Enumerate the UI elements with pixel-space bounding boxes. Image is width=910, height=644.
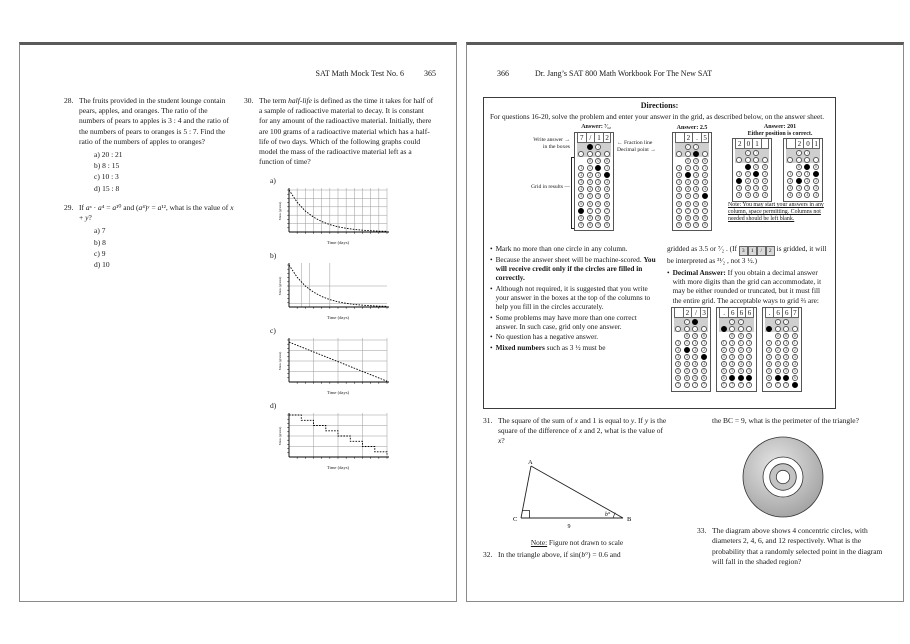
svg-text:9: 9 <box>567 523 571 530</box>
left-page-header <box>20 69 436 78</box>
graph-option-label: c) <box>270 326 276 336</box>
answer-grid-667: . 6 6 7 / / . . . 0 0 0 1 1 1 1 2 2 2 2 3 3 3 3 4 4 4 4 5 5 5 5 6 6 7 7 7 <box>762 307 802 392</box>
directions-bullets-left: • Mark no more than one circle in any column. • Because the answer sheet will be machine-scored. You will receive credit only if the circles are filled in correctly. • Although not required, it is suggested that you write your answer in the boxes at the top of the columns to help you fill in the circles accurately. • Some problems may have more than one correct answer. In such case, grid only one answer. • No question has a negative answer. • Mixed numbers such as 3 ½ must be <box>490 244 656 352</box>
question-30 <box>244 96 434 167</box>
question-number: 33. <box>697 526 707 536</box>
graph-option-b <box>244 251 434 321</box>
question-number: 28. <box>64 96 74 105</box>
book-section-title: SAT Math Mock Test No. 6 <box>315 69 404 78</box>
directions-box <box>483 97 836 409</box>
inline-grid-example: 3 1 / 2 <box>739 244 775 253</box>
question-29 <box>64 203 234 270</box>
question-32-continuation: the BC = 9, what is the perimeter of the triangle? <box>712 416 859 425</box>
answer-choice: c) 10 : 3 <box>94 172 119 182</box>
svg-text:Mass (grams): Mass (grams) <box>278 427 282 446</box>
example3-heading: Answer: 201 Either position is correct. <box>747 124 813 138</box>
svg-text:Mass (grams): Mass (grams) <box>278 352 282 371</box>
left-page <box>19 42 457 602</box>
graph-option-a <box>244 176 434 246</box>
answer-grid-2-3: 2 / 3 / . . . . 0 0 0 1 1 1 1 2 2 2 3 3 3 4 4 4 4 5 5 5 5 6 6 6 6 7 7 7 7 <box>671 307 711 392</box>
question-text: The diagram above shows 4 concentric circles, with diameters 2, 4, 6, and 12 respectively. What is the probability that a randomly selected point in the diagram will fall in the shaded region? <box>712 526 883 566</box>
graph-option-label: d) <box>270 401 277 411</box>
answer-choice: d) 15 : 8 <box>94 183 120 193</box>
mixed-number-continuation: gridded as 3.5 or ⁷⁄₂ . (If 3 1 / 2 is gridded, it will be interpreted as ³¹⁄₂ , not 3 ½.) <box>667 244 827 266</box>
answer-choice: c) 9 <box>94 248 106 258</box>
answer-grid-2-5: 2 . 5 / / . . . 0 0 0 1 1 1 1 2 2 2 3 3 3 3 4 4 4 4 5 5 5 6 6 6 6 7 7 7 7 8 8 8 8 9 9 9 9 <box>672 132 712 231</box>
answer-grid-201-right: 2 0 1 / / . . . . 0 0 1 1 1 2 2 2 3 3 3 3 4 4 4 4 <box>783 138 823 202</box>
question-28 <box>64 96 234 194</box>
decay-graph-d <box>274 411 394 471</box>
fraction-decimal-annotation <box>617 140 669 153</box>
svg-text:Mass (grams): Mass (grams) <box>278 277 282 296</box>
right-page <box>466 42 904 602</box>
grid-examples <box>490 124 829 240</box>
question-text: In the triangle above, if sin(b°) = 0.6 and <box>498 549 621 559</box>
answer-choice: b) 8 <box>94 237 106 247</box>
question-32-left <box>483 550 671 560</box>
question-number: 29. <box>64 202 74 212</box>
svg-text:A: A <box>528 458 533 466</box>
answer-choice: a) 20 : 21 <box>94 149 123 159</box>
decimal-point-label: Decimal point → <box>617 146 656 153</box>
question-text: The fruits provided in the student lounge contain pears, apples, and oranges. The ratio of the numbers of pears to apples is 3 : 4 and the ratio of the numbers of pears to oranges is 5 : 7. Find the ratio of the numbers of apples to oranges? <box>79 96 229 146</box>
decay-graph-b <box>274 261 394 321</box>
question-31 <box>483 416 671 447</box>
right-page-header <box>497 69 712 78</box>
question-33 <box>697 526 893 567</box>
graph-option-d <box>244 401 434 471</box>
answer-choices <box>94 225 234 270</box>
svg-text:Time (days): Time (days) <box>326 465 350 471</box>
question-text: If aˣ · a⁴ = a¹⁰ and (a⁴)ʸ = a¹², what is the value of x + y? <box>79 202 234 223</box>
triangle-figure <box>501 456 641 536</box>
right-page-number: 366 <box>497 69 509 78</box>
question-text: The term half-life is defined as the time it takes for half of a sample of radioactive material to decay. It is constant for any amount of the radioactive material. Initially, there are 100 grams of a radioactive material which has a half-life of two days. Which of the following graphs could model the mass of the radioactive material left as a function of time? <box>259 96 434 167</box>
question-text: The square of the sum of x and 1 is equal to y. If y is the square of the difference of x and 2, what is the value of x? <box>498 416 667 446</box>
write-answer-annotation: Write answer → in the boxes <box>533 137 570 150</box>
svg-text:Time (days): Time (days) <box>326 315 350 321</box>
figure-note: Note: Figure not drawn to scale <box>530 537 624 547</box>
answer-grid-7-12: 7 / 1 2 / . . . . 0 0 0 1 1 1 2 2 2 3 3 3 3 4 4 4 4 5 5 5 5 6 6 6 6 7 7 7 8 8 8 8 9 9 9 9 <box>574 132 614 231</box>
svg-text:C: C <box>513 515 518 523</box>
left-page-number: 365 <box>424 69 436 78</box>
svg-text:b°: b° <box>605 511 611 518</box>
svg-text:Time (days): Time (days) <box>326 240 350 246</box>
svg-text:Time (days): Time (days) <box>326 390 350 396</box>
acceptable-grids <box>671 307 829 392</box>
example2-heading: Answer: 2.5 <box>676 125 708 132</box>
answer-choice: d) 10 <box>94 260 110 270</box>
answer-grid-201-left: 2 0 1 / / . . . . 0 0 1 1 1 2 2 2 3 3 3 3 4 4 4 4 <box>732 138 772 202</box>
graph-option-c <box>244 326 434 396</box>
answer-choice: b) 8 : 15 <box>94 161 120 171</box>
decay-graph-c <box>274 336 394 396</box>
directions-intro: For questions 16-20, solve the problem and enter your answer in the grid, as described below, on the answer sheet. <box>490 111 825 121</box>
svg-text:Mass (grams): Mass (grams) <box>278 202 282 221</box>
concentric-circles-figure <box>735 432 831 524</box>
question-number: 32. <box>483 549 493 559</box>
svg-text:B: B <box>627 515 632 523</box>
answer-choices <box>94 149 234 194</box>
question-number: 31. <box>483 416 493 425</box>
question-number: 30. <box>244 96 254 105</box>
decimal-answer-bullet: Decimal Answer: If you obtain a decimal answer with more digits than the grid can accommodate, it may be either rounded or truncated, but it must fill the entire grid. The acceptable ways to grid ⅔ are: <box>672 267 822 305</box>
graph-option-label: b) <box>270 251 277 261</box>
decay-graph-a <box>274 186 394 246</box>
answer-grid-666: . 6 6 6 / / . . . 0 0 0 1 1 1 1 2 2 2 2 3 3 3 3 4 4 4 4 5 5 5 5 6 7 7 7 7 <box>716 307 756 392</box>
directions-title: Directions: <box>640 101 679 110</box>
directions-bullets-right: gridded as 3.5 or ⁷⁄₂ . (If 3 1 / 2 is gridded, it will be interpreted as ³¹⁄₂ , not 3 ½.) • Decimal Answer: If you obtain a decimal answer with more digits than the grid can accommodate, it may be either rounded or truncated, but it must fill the entire grid. The acceptable ways to grid ⅔ are: 2 / 3 / . . . . 0 0 0 1 1 1 1 2 2 2 3 3 3 4 4 4 4 5 5 5 5 6 6 6 6 7 7 7 7 . 6 6 6 / / . . . 0 0 0 1 1 1 1 2 2 2 2 3 3 3 3 4 4 4 4 5 5 5 5 6 7 7 7 7 . 6 6 7 / / . . . 0 0 0 1 1 1 1 2 2 2 2 3 3 3 3 4 4 4 4 5 5 5 5 6 6 7 7 7 <box>667 244 829 392</box>
grid-results-annotation: Grid in results — <box>531 184 570 191</box>
fraction-line-label: ← Fraction line <box>617 140 653 147</box>
answer-choice: a) 7 <box>94 226 106 236</box>
book-title: Dr. Jang’s SAT 800 Math Workbook For The New SAT <box>535 69 713 78</box>
start-any-column-note: Note: You may start your answers in any column, space permitting. Columns not needed should be left blank. <box>728 202 824 222</box>
example1-heading: Answer: ⁷⁄₁₂ <box>581 124 611 131</box>
graph-option-label: a) <box>270 176 276 186</box>
